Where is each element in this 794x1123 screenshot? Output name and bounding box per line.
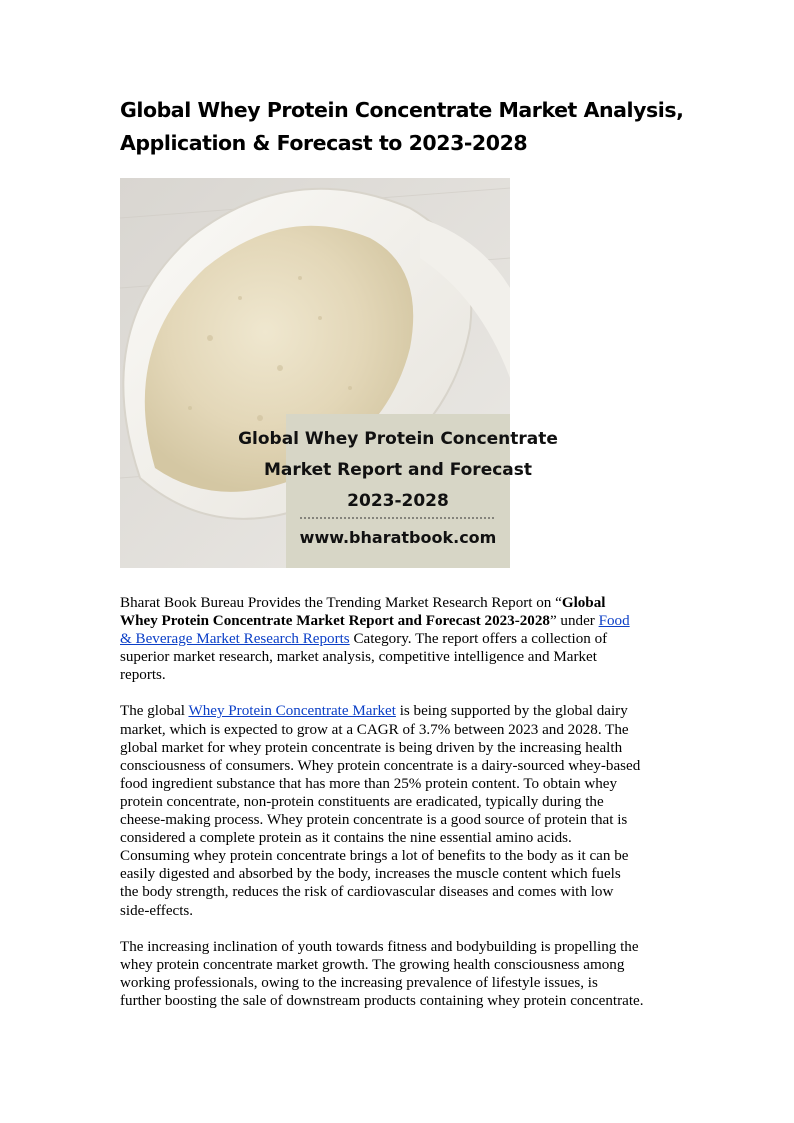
- text: ” under: [549, 613, 599, 630]
- text-line: further boosting the sale of downstream products containing whey protein concentrate.: [120, 992, 644, 1009]
- text-line: Consuming whey protein concentrate brings a lot of benefits to the body as it can be: [120, 848, 629, 865]
- text-line: reports.: [120, 667, 166, 684]
- hero-image: [120, 178, 558, 568]
- category-link[interactable]: & Beverage Market Research Reports: [120, 631, 350, 648]
- page-title-line: Global Whey Protein Concentrate Market Analysis,: [120, 98, 684, 122]
- text-line: whey protein concentrate market growth. The growing health consciousness among: [120, 956, 625, 973]
- category-link[interactable]: Food: [598, 613, 630, 630]
- text: Category. The report offers a collection of: [349, 631, 608, 648]
- text-line: side-effects.: [120, 902, 194, 919]
- page-title: [120, 94, 720, 160]
- text-line: superior market research, market analysis, competitive intelligence and Market: [120, 649, 597, 666]
- text-line: protein concentrate, non-protein constituents are eradicated, typically during the: [120, 793, 604, 810]
- banner-line: Global Whey Protein Concentrate: [238, 429, 558, 449]
- paragraph-market: [120, 702, 700, 919]
- text-line: consciousness of consumers. Whey protein concentrate is a dairy-sourced whey-based: [120, 757, 641, 774]
- text-line: cheese-making process. Whey protein concentrate is a good source of protein that is: [120, 812, 628, 829]
- text-line: [120, 612, 700, 630]
- market-link[interactable]: Whey Protein Concentrate Market: [188, 703, 396, 720]
- text: Bharat Book Bureau Provides the Trending Market Research Report on “: [120, 595, 562, 611]
- banner-line: Market Report and Forecast: [263, 460, 533, 480]
- text-line: global market for whey protein concentrate is being driven by the increasing health: [120, 739, 623, 756]
- text-line: market, which is expected to grow at a CAGR of 3.7% between 2023 and 2028. The: [120, 721, 629, 738]
- text-line: [120, 594, 700, 612]
- text-line: [120, 630, 700, 648]
- banner-url: www.bharatbook.com: [299, 528, 497, 547]
- text-line: The increasing inclination of youth towards fitness and bodybuilding is propelling the: [120, 938, 639, 955]
- paragraph-growth: [120, 938, 700, 1010]
- page-title-line: Application & Forecast to 2023-2028: [120, 131, 528, 155]
- text-line: food ingredient substance that has more than 25% protein content. To obtain whey: [120, 775, 618, 792]
- text-line: [120, 702, 700, 720]
- report-title-bold: Global: [561, 595, 606, 611]
- text-line: considered a complete protein as it contains the nine essential amino acids.: [120, 830, 572, 847]
- banner-line: 2023-2028: [347, 491, 449, 511]
- text-line: working professionals, owing to the increasing prevalence of lifestyle issues, is: [120, 974, 598, 991]
- article-body: [120, 594, 700, 1010]
- text-line: easily digested and absorbed by the body, increases the muscle content which fuels: [120, 866, 621, 883]
- text: The global: [120, 703, 189, 720]
- paragraph-intro: [120, 594, 700, 684]
- report-title-bold: Whey Protein Concentrate Market Report and Forecast 2023-2028: [120, 613, 550, 630]
- text-line: the body strength, reduces the risk of cardiovascular diseases and comes with low: [120, 884, 614, 901]
- text: is being supported by the global dairy: [395, 703, 628, 720]
